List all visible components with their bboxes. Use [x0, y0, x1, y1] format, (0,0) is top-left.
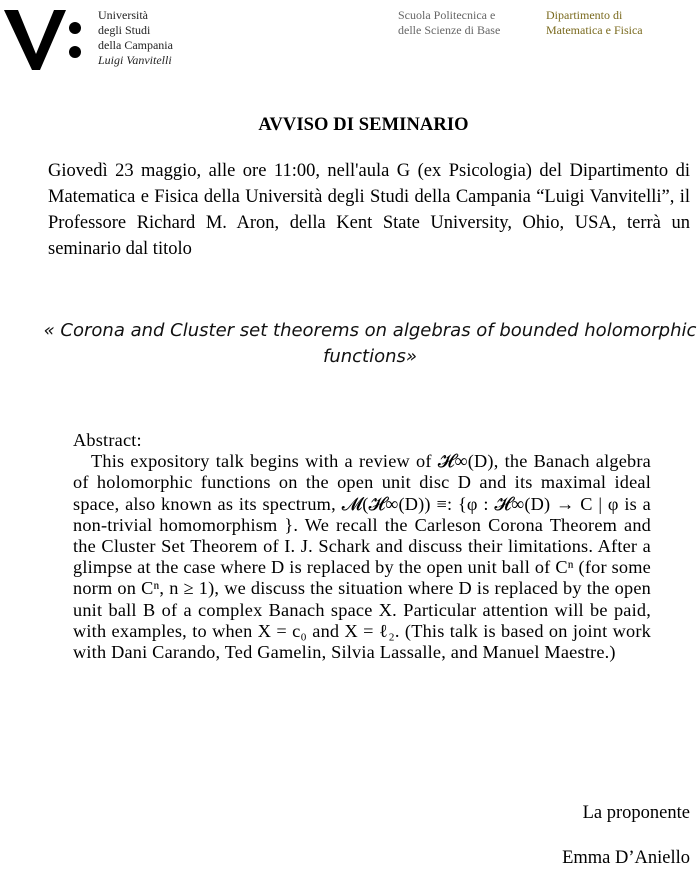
university-line: Università — [98, 8, 148, 22]
university-line: Luigi Vanvitelli — [98, 53, 172, 67]
university-line: della Campania — [98, 38, 173, 52]
university-logo — [4, 6, 84, 72]
abstract-body: This expository talk begins with a review of 𝓗∞(D), the Banach algebra of holomorphic functions on the open unit disc D and its maximal ideal space, also known as its spectrum, 𝓜(𝓗∞(D)) ≡: {φ : 𝓗∞(D) → C | φ is a non-trivial homomorphism }. We recall the Carleson Corona Theorem and the Cluster Set Theorem of I. J. Schark and discuss their limitations. After a glimpse at the case where D is replaced by the open unit ball of Cⁿ (for some norm on Cⁿ, n ≥ 1), we discuss the situation where D is replaced by the open unit ball B of a complex Banach space X. Particular attention will be paid, with examples, to when X = c₀ and X = ℓ₂. (This talk is based on joint work with Dani Carando, Ted Gamelin, Silvia Lassalle, and Manuel Maestre.) — [73, 451, 651, 663]
letterhead — [0, 0, 700, 80]
notice-title: AVVISO DI SEMINARIO — [258, 115, 469, 135]
school-line: Scuola Politecnica e — [398, 8, 496, 22]
school-line: delle Scienze di Base — [398, 23, 501, 37]
school-name — [398, 8, 500, 38]
university-line: degli Studi — [98, 23, 151, 37]
intro-paragraph: Giovedì 23 maggio, alle ore 11:00, nell'aula G (ex Psicologia) del Dipartimento di Matematica e Fisica della Università degli Studi della Campania “Luigi Vanvitelli”, il Professore Richard M. Aron, della Kent State University, Ohio, USA, terrà un seminario dal titolo — [48, 161, 690, 259]
signature-name: Emma D’Aniello — [562, 848, 690, 868]
abstract-heading: Abstract: — [73, 430, 142, 450]
abstract-block — [73, 430, 651, 663]
signature-role: La proponente — [582, 803, 690, 823]
department-line: Matematica e Fisica — [546, 23, 643, 37]
talk-title: « Corona and Cluster set theorems on algebras of bounded holomorphic functions» — [43, 320, 697, 367]
department-name — [546, 8, 643, 38]
university-name — [98, 8, 173, 68]
department-line: Dipartimento di — [546, 8, 623, 22]
